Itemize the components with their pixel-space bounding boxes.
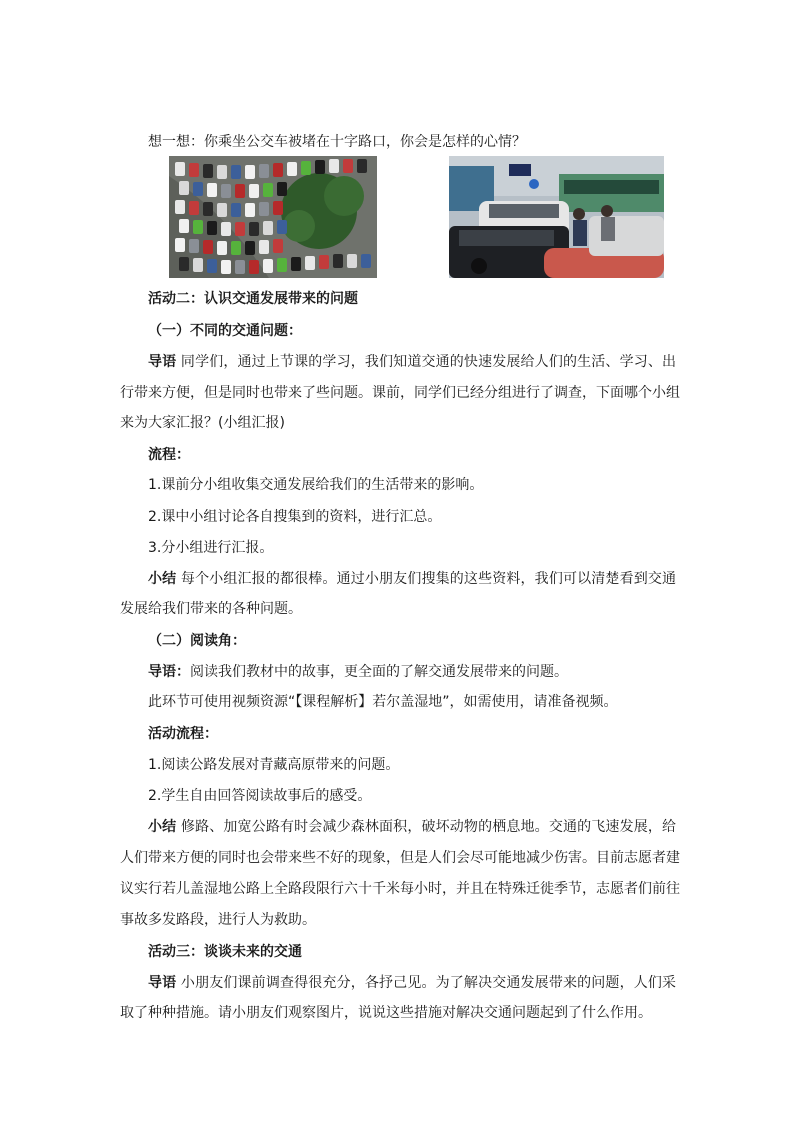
summary2-line-2: 人们带来方便的同时也会带来些不好的现象，但是人们会尽可能地减少伤害。目前志愿者建 [120,850,680,866]
parked-car [347,254,357,268]
parked-car [259,202,269,216]
parked-car [203,240,213,254]
parked-car [221,222,231,236]
parked-car [305,256,315,270]
parked-car [175,200,185,214]
activity-step-2: 2.学生自由回答阅读故事后的感受。 [148,788,372,804]
section1-title: （一）不同的交通问题： [148,323,302,339]
question-line: 想一想：你乘坐公交车被堵在十字路口，你会是怎样的心情？ [148,134,526,150]
guide-text-1: 同学们，通过上节课的学习，我们知道交通的快速发展给人们的生活、学习、出 [180,354,677,370]
parked-car [231,165,241,179]
parked-car [245,203,255,217]
parked-car [245,241,255,255]
parked-car [217,165,227,179]
activity2-title: 活动二：认识交通发展带来的问题 [148,291,358,307]
parked-car [235,222,245,236]
parked-car [175,238,185,252]
reading-guide-line [148,663,568,681]
reading-guide-label: 导语： [148,664,190,680]
process-label: 流程： [148,447,190,463]
parked-car [263,221,273,235]
activity3-guide-text-1: 小朋友们课前调查得很充分，各抒己见。为了解决交通发展带来的问题，人们采 [180,975,677,991]
parked-car [203,164,213,178]
guide-line-1 [120,353,676,371]
parking-lot-illustration [169,156,377,278]
parked-car [277,220,287,234]
parked-car [207,221,217,235]
parked-car [203,202,213,216]
parked-car [277,182,287,196]
activity3-guide-line-1 [120,974,676,992]
parked-car [291,257,301,271]
parked-car [273,239,283,253]
section2-title: （二）阅读角： [148,633,246,649]
process-step-2: 2.课中小组讨论各自搜集到的资料，进行汇总。 [148,509,442,525]
guide-line-3: 来为大家汇报？(小组汇报) [120,415,285,431]
parked-car [333,254,343,268]
parked-car [259,240,269,254]
parked-car [221,184,231,198]
parked-car [179,219,189,233]
traffic-jam-photo [449,156,664,278]
parked-car [235,260,245,274]
parked-car [179,257,189,271]
parked-car [245,165,255,179]
summary2-text-1: 修路、加宽公路有时会减少森林面积，破坏动物的栖息地。交通的飞速发展，给 [180,819,677,835]
summary-label: 小结 [148,571,177,587]
parked-car [207,183,217,197]
parked-car [231,241,241,255]
parked-car [343,159,353,173]
parked-car [221,260,231,274]
parked-car [189,239,199,253]
activity-process-label: 活动流程： [148,726,218,742]
video-note: 此环节可使用视频资源“【课程解析】若尔盖湿地”，如需使用，请准备视频。 [148,694,618,710]
summary2-line-4: 事故多发路段，进行人为救助。 [120,912,316,928]
process-step-3: 3.分小组进行汇报。 [148,540,274,556]
parked-car [301,161,311,175]
guide-line-2: 行带来方便，但是同时也带来了些问题。课前，同学们已经分组进行了调查，下面哪个小组 [120,385,680,401]
parked-car [249,222,259,236]
activity3-guide-label: 导语 [148,975,177,991]
parked-car [231,203,241,217]
traffic-jam-illustration [449,156,664,278]
parked-car [357,159,367,173]
parked-car [193,258,203,272]
parked-car [315,160,325,174]
parked-car [287,162,297,176]
parked-car [259,164,269,178]
process-step-1: 1.课前分小组收集交通发展给我们的生活带来的影响。 [148,477,484,493]
parked-car [193,182,203,196]
summary2-line-1 [120,818,676,836]
activity3-guide-line-2: 取了种种措施。请小朋友们观察图片，说说这些措施对解决交通问题起到了什么作用。 [120,1005,652,1021]
parked-car [179,181,189,195]
parking-lot-photo [169,156,377,278]
parked-car [277,258,287,272]
parked-car [217,203,227,217]
summary2-line-3: 议实行若儿盖湿地公路上全路段限行六十千米每小时，并且在特殊迁徙季节，志愿者们前往 [120,881,680,897]
parked-car [319,255,329,269]
parked-car [329,159,339,173]
parked-car [273,201,283,215]
guide-label: 导语 [148,354,177,370]
activity-step-1: 1.阅读公路发展对青藏高原带来的问题。 [148,757,400,773]
parked-car [249,260,259,274]
parked-car [361,254,371,268]
parked-car [263,183,273,197]
parked-car [217,241,227,255]
reading-guide-text: 阅读我们教材中的故事，更全面的了解交通发展带来的问题。 [190,664,568,680]
parked-car [235,184,245,198]
parked-car [249,184,259,198]
activity3-title: 活动三：谈谈未来的交通 [148,944,302,960]
summary-line-1 [120,570,676,588]
summary2-label: 小结 [148,819,177,835]
summary-text-1: 每个小组汇报的都很棒。通过小朋友们搜集的这些资料，我们可以清楚看到交通 [180,571,677,587]
parked-car [189,163,199,177]
parked-car [193,220,203,234]
parked-car [189,201,199,215]
parked-car [263,259,273,273]
parked-car [175,162,185,176]
parked-car [273,163,283,177]
summary-line-2: 发展给我们带来的各种问题。 [120,601,302,617]
parked-car [207,259,217,273]
